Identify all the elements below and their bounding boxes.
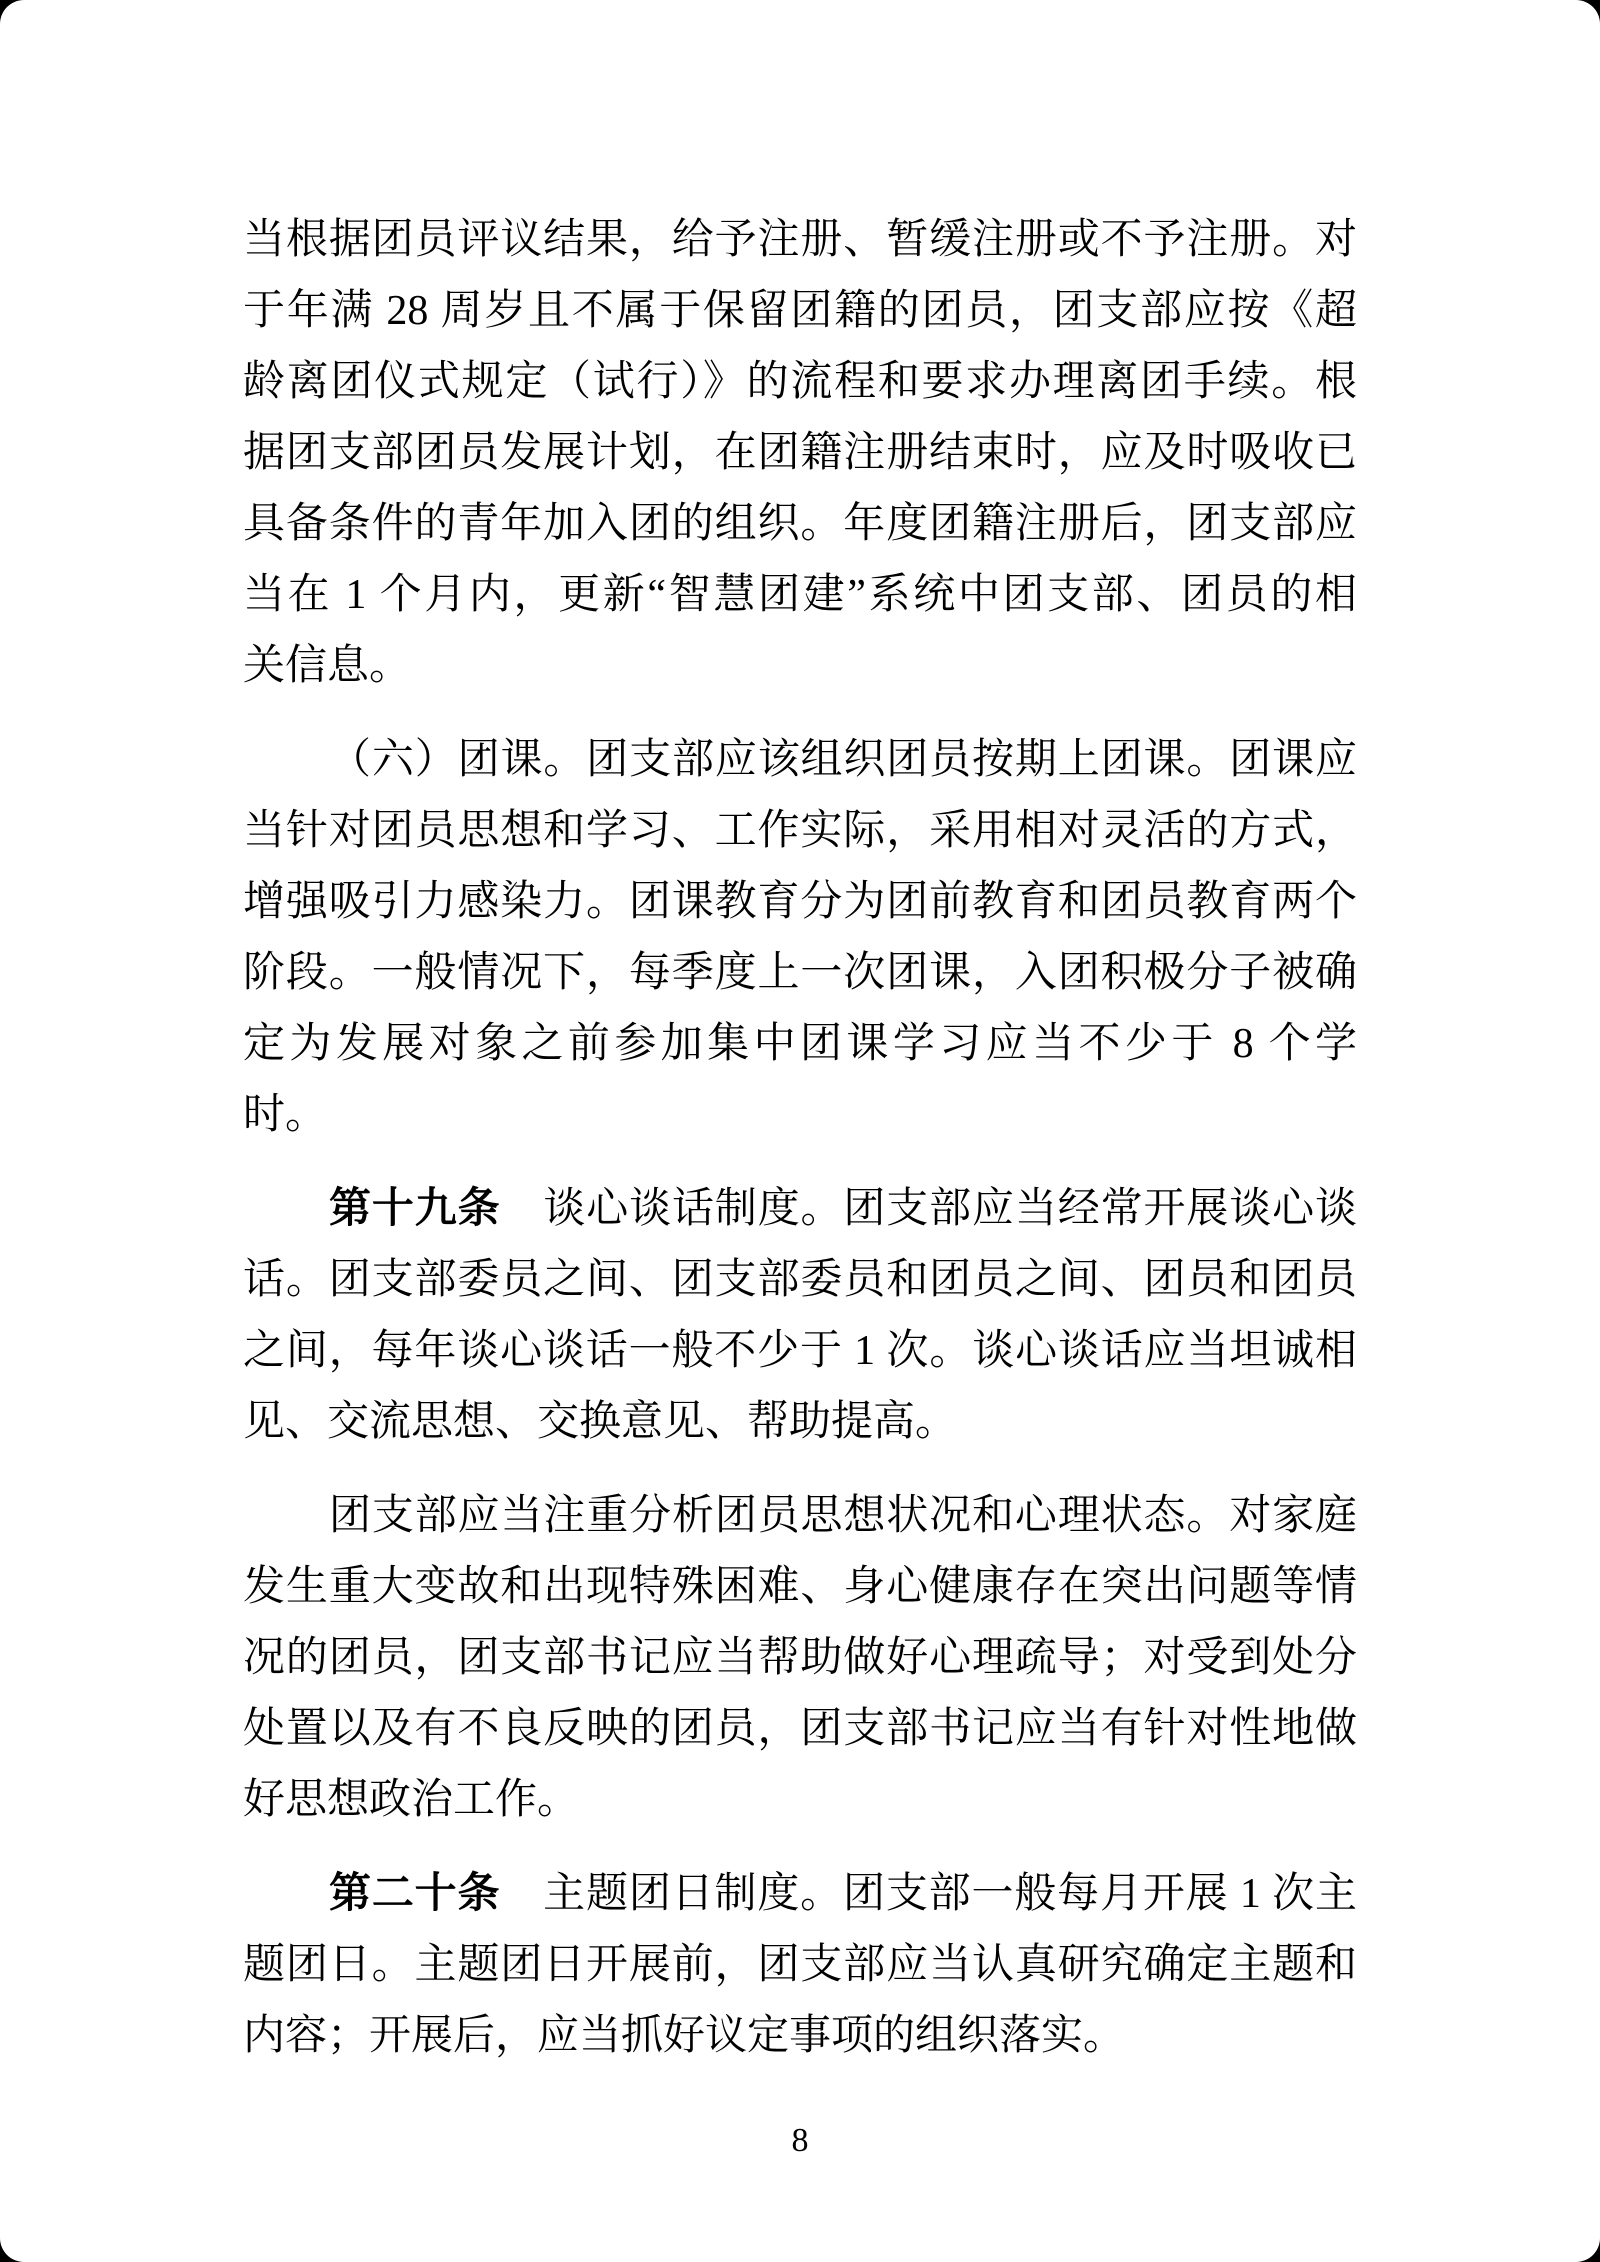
text-line [243,1481,1357,1552]
text-line [243,938,1357,1009]
text-segment: 阶段。一般情况下，每季度上一次团课，入团积极分子被确 [243,950,1357,996]
text-line [243,2001,1357,2072]
text-line [243,1765,1357,1836]
text-line [243,1080,1357,1151]
text-segment: 增强吸引力感染力。团课教育分为团前教育和团员教育两个 [243,879,1357,925]
text-line [243,1245,1357,1316]
text-segment: 定为发展对象之前参加集中团课学习应当不少于 8 个学 [243,1021,1357,1067]
text-line [243,631,1357,702]
text-line [243,489,1357,560]
text-segment: 当在 1 个月内，更新“智慧团建”系统中团支部、团员的相 [243,572,1357,618]
text-line [243,1552,1357,1623]
text-segment: 当根据团员评议结果，给予注册、暂缓注册或不予注册。对 [243,217,1357,263]
article-number: 第十九条 [329,1186,501,1232]
article-number: 第二十条 [329,1871,501,1917]
text-segment: 具备条件的青年加入团的组织。年度团籍注册后，团支部应 [243,501,1357,547]
text-line [243,867,1357,938]
text-line [243,1623,1357,1694]
text-line [243,796,1357,867]
text-line [243,1316,1357,1387]
text-segment: 发生重大变故和出现特殊困难、身心健康存在突出问题等情 [243,1564,1357,1610]
text-line [243,725,1357,796]
text-line [243,347,1357,418]
text-line [243,418,1357,489]
document-text [243,205,1357,2072]
text-segment: 处置以及有不良反映的团员，团支部书记应当有针对性地做 [243,1706,1357,1752]
text-line [243,205,1357,276]
text-segment: 题团日。主题团日开展前，团支部应当认真研究确定主题和 [243,1942,1357,1988]
text-line [243,1174,1357,1245]
paragraph [243,725,1357,1151]
text-segment: 据团支部团员发展计划，在团籍注册结束时，应及时吸收已 [243,430,1357,476]
text-line [243,560,1357,631]
text-line [243,1930,1357,2001]
text-segment: 谈心谈话制度。团支部应当经常开展谈心谈 [500,1186,1357,1232]
text-segment: 时。 [243,1092,328,1138]
text-segment: 之间，每年谈心谈话一般不少于 1 次。谈心谈话应当坦诚相 [243,1328,1357,1374]
text-line [243,1859,1357,1930]
text-line [243,1009,1357,1080]
paragraph [243,205,1357,702]
paragraph [243,1481,1357,1836]
text-segment: 况的团员，团支部书记应当帮助做好心理疏导；对受到处分 [243,1635,1357,1681]
text-segment: 见、交流思想、交换意见、帮助提高。 [243,1399,958,1445]
text-segment: （六）团课。团支部应该组织团员按期上团课。团课应 [329,737,1357,783]
paragraph [243,1174,1357,1458]
text-segment: 于年满 28 周岁且不属于保留团籍的团员，团支部应按《超 [243,288,1357,334]
text-line [243,1387,1357,1458]
text-segment: 关信息。 [243,643,412,689]
text-segment: 主题团日制度。团支部一般每月开展 1 次主 [500,1871,1357,1917]
text-segment: 团支部应当注重分析团员思想状况和心理状态。对家庭 [329,1493,1357,1539]
text-line [243,276,1357,347]
text-segment: 龄离团仪式规定（试行）》的流程和要求办理离团手续。根 [243,359,1357,405]
text-segment: 当针对团员思想和学习、工作实际，采用相对灵活的方式， [243,808,1357,854]
text-line [243,1694,1357,1765]
paragraph [243,1859,1357,2072]
page-number: 8 [791,2122,809,2159]
text-segment: 好思想政治工作。 [243,1777,580,1823]
text-segment: 内容；开展后，应当抓好议定事项的组织落实。 [243,2013,1126,2059]
text-segment: 话。团支部委员之间、团支部委员和团员之间、团员和团员 [243,1257,1357,1303]
